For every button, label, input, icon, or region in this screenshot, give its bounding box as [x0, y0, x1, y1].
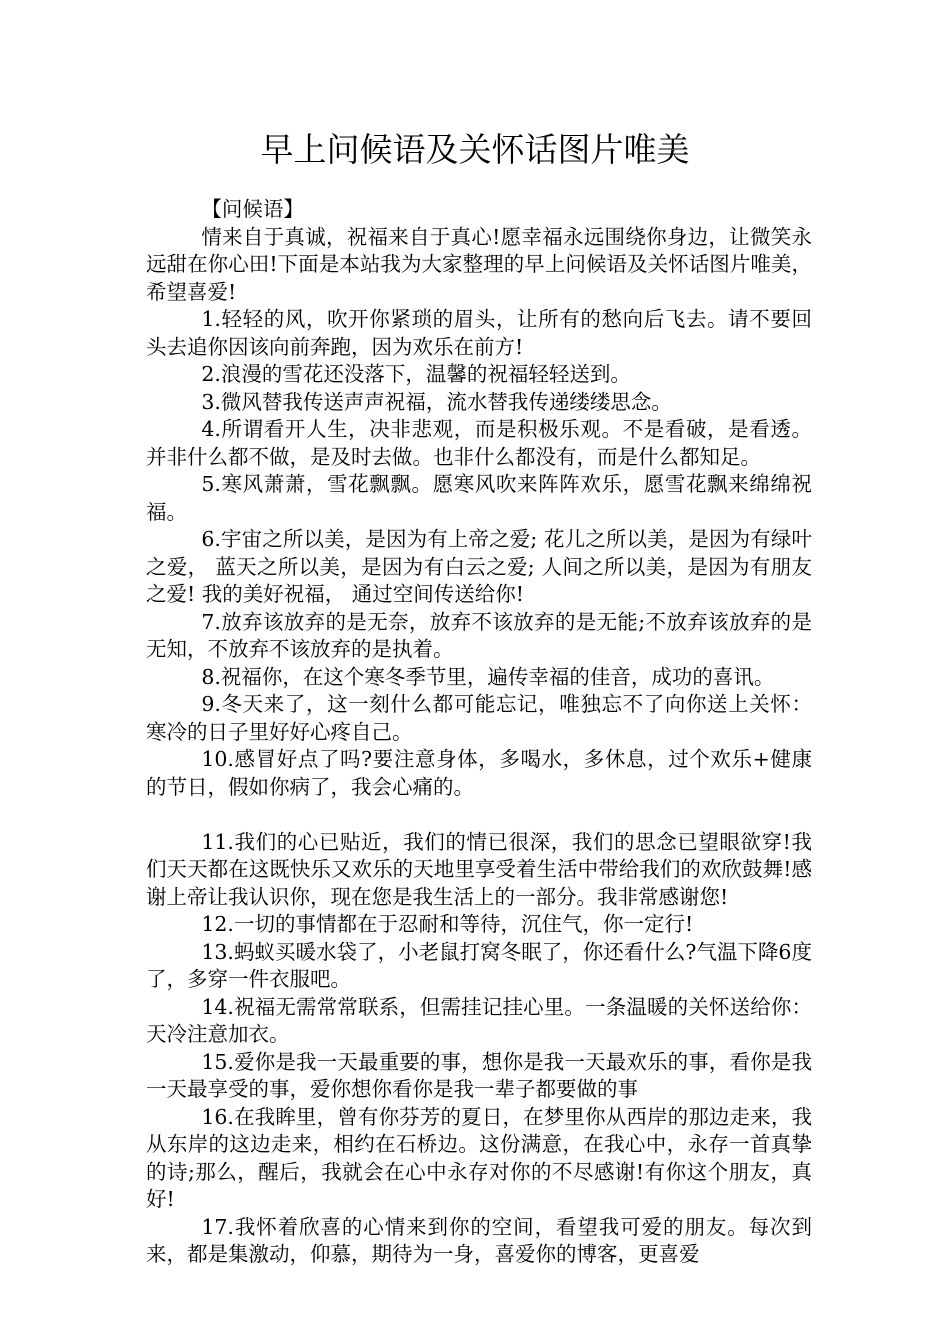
list-item: 8.祝福你，在这个寒冬季节里，遍传幸福的佳音，成功的喜讯。	[201, 664, 775, 689]
list-item: 6.宇宙之所以美，是因为有上帝之爱; 花儿之所以美，是因为有绿叶之爱， 蓝天之所以美，是因为有白云之爱; 人间之所以美，是因为有朋友之爱! 我的美好祝福， 通过空间传送给你!	[146, 527, 812, 606]
section-heading: 【问候语】	[201, 197, 304, 221]
document-body	[146, 196, 812, 1269]
list-item: 13.蚂蚁买暖水袋了，小老鼠打窝冬眠了，你还看什么?气温下降6度了，多穿一件衣服吧。	[146, 939, 812, 991]
page-title: 早上问候语及关怀话图片唯美	[260, 130, 690, 169]
list-item: 3.微风替我传送声声祝福，流水替我传递缕缕思念。	[201, 389, 672, 414]
list-item: 9.冬天来了，这一刻什么都可能忘记，唯独忘不了向你送上关怀：寒冷的日子里好好心疼自己。	[146, 692, 812, 744]
list-item: 17.我怀着欣喜的心情来到你的空间，看望我可爱的朋友。每次到来，都是集激动，仰慕，期待为一身，喜爱你的博客，更喜爱	[146, 1214, 812, 1266]
list-item: 2.浪漫的雪花还没落下，温馨的祝福轻轻送到。	[201, 362, 631, 386]
list-item: 11.我们的心已贴近，我们的情已很深，我们的思念已望眼欲穿!我们天天都在这既快乐又欢乐的天地里享受着生活中带给我们的欢欣鼓舞!感谢上帝让我认识你，现在您是我生活上的一部分。我非常感谢您!	[146, 829, 812, 909]
list-item: 4.所谓看开人生，决非悲观，而是积极乐观。不是看破，是看透。并非什么都不做，是及时去做。也非什么都没有，而是什么都知足。	[146, 417, 812, 469]
intro-paragraph: 情来自于真诚，祝福来自于真心!愿幸福永远围绕你身边，让微笑永远甜在你心田!下面是本站我为大家整理的早上问候语及关怀话图片唯美，希望喜爱!	[146, 224, 812, 304]
list-item: 14.祝福无需常常联系，但需挂记挂心里。一条温暖的关怀送给你：天冷注意加衣。	[146, 994, 812, 1046]
list-item: 12.一切的事情都在于忍耐和等待，沉住气，你一定行!	[201, 912, 694, 936]
list-item: 5.寒风萧萧，雪花飘飘。愿寒风吹来阵阵欢乐，愿雪花飘来绵绵祝福。	[146, 472, 812, 524]
list-item: 7.放弃该放弃的是无奈，放弃不该放弃的是无能;不放弃该放弃的是无知，不放弃不该放弃的是执着。	[146, 609, 812, 661]
list-item: 10.感冒好点了吗?要注意身体，多喝水，多休息，过个欢乐+健康的节日，假如你病了，我会心痛的。	[146, 747, 812, 799]
list-item: 16.在我眸里，曾有你芬芳的夏日，在梦里你从西岸的那边走来，我从东岸的这边走来，相约在石桥边。这份满意，在我心中，永存一首真挚的诗;那么，醒后，我就会在心中永存对你的不尽感谢!有你这个朋友，真好!	[146, 1104, 812, 1211]
paragraph-spacer	[146, 801, 812, 829]
list-item: 1.轻轻的风，吹开你紧琐的眉头，让所有的愁向后飞去。请不要回头去追你因该向前奔跑，因为欢乐在前方!	[146, 307, 812, 359]
list-item: 15.爱你是我一天最重要的事，想你是我一天最欢乐的事，看你是我一天最享受的事，爱你想你看你是我一辈子都要做的事	[146, 1049, 812, 1101]
